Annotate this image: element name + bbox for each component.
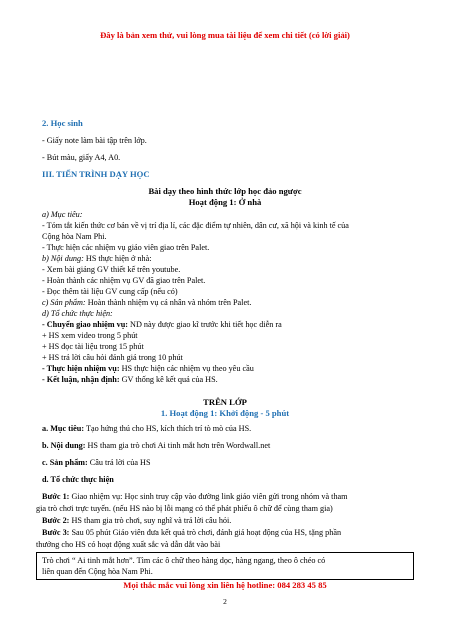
inclass-c-label: c. Sản phẩm: <box>42 458 88 467</box>
flipped-d-chuyen-label: - Chuyển giao nhiệm vụ: <box>42 320 128 329</box>
flipped-d-thuchien-text: HS thực hiện các nhiệm vụ theo yêu cầu <box>119 364 254 373</box>
inclass-a-text: Tạo hứng thú cho HS, kích thích trí tò mò của HS. <box>84 424 252 433</box>
flipped-a-line-3: - Thực hiện các nhiệm vụ giáo viên giao trên Palet. <box>42 243 210 252</box>
inclass-c-text: Câu trả lời của HS <box>87 458 151 467</box>
section-students-title: 2. Học sinh <box>42 118 83 128</box>
inclass-d-label: d. Tổ chức thực hiện <box>42 475 114 484</box>
flipped-d-thuchien-label: - Thực hiện nhiệm vụ: <box>42 364 120 373</box>
flipped-b-row <box>42 253 152 264</box>
warmup-activity-title: 1. Hoạt động 1: Khởi động - 5 phút <box>160 408 290 418</box>
step1-row <box>42 491 348 502</box>
flipped-b-label: b) Nội dung: <box>42 254 84 263</box>
flipped-d-line-1: + HS xem video trong 5 phút <box>42 331 138 340</box>
in-class-title: TRÊN LỚP <box>203 397 247 407</box>
flipped-d-chuyen-row <box>42 319 282 330</box>
flipped-b-text: HS thực hiện ở nhà: <box>83 254 152 263</box>
flipped-d-thuchien-row <box>42 363 254 374</box>
step3-line-2: thưởng cho HS có hoạt động xuất sắc và dẫn dắt vào bài <box>36 540 221 549</box>
step1-label: Bước 1: <box>42 492 70 501</box>
flipped-a-line-2: Cộng hòa Nam Phi. <box>42 232 107 241</box>
inclass-b-label: b. Nội dung: <box>42 441 86 450</box>
box-line-1: Trò chơi “ Ai tinh mắt hơn”. Tìm các ô chữ theo hàng dọc, hàng ngang, theo ô chéo có <box>42 556 326 565</box>
flipped-b-line-2: - Hoàn thành các nhiệm vụ GV đã giao trên Palet. <box>42 276 206 285</box>
step1-line-2: gia trò chơi trực tuyến. (nếu HS nào bị lỗi mạng có thể phát phiếu ô chữ để cùng tham gia) <box>36 504 333 513</box>
step3-row <box>42 527 341 538</box>
page-number: 2 <box>223 597 227 606</box>
box-line-2: liên quan đến Cộng hòa Nam Phi. <box>42 567 153 576</box>
flipped-b-line-1: - Xem bài giảng GV thiết kế trên youtube. <box>42 265 181 274</box>
inclass-a-label: a. Mục tiêu: <box>42 424 85 433</box>
flipped-d-line-2: + HS đọc tài liệu trong 15 phút <box>42 342 144 351</box>
activity-1-title: Hoạt động 1: Ở nhà <box>188 197 262 207</box>
flipped-a-line-1: - Tóm tắt kiến thức cơ bản về vị trí địa lí, các đặc điểm tự nhiên, dân cư, xã hội và kinh tế của <box>42 221 349 230</box>
flipped-d-line-3: + HS trả lời câu hỏi đánh giá trong 10 phút <box>42 353 183 362</box>
flipped-a-label: a) Mục tiêu: <box>42 210 83 219</box>
step1-line-1: Giao nhiệm vụ: Học sinh truy cập vào đường link giáo viên gửi trong nhóm và tham <box>69 492 348 501</box>
step2-text: HS tham gia trò chơi, suy nghĩ và trả lời câu hỏi. <box>69 516 232 525</box>
flipped-d-ketluan-row <box>42 374 218 385</box>
hotline-notice: Mọi thắc mắc vui lòng xin liên hệ hotline: 084 283 45 85 <box>123 580 327 590</box>
flipped-d-ketluan-label: - Kết luận, nhận định: <box>42 375 120 384</box>
flipped-c-text: Hoàn thành nhiệm vụ cá nhân và nhóm trên Palet. <box>85 298 252 307</box>
game-description-box <box>36 552 414 580</box>
inclass-a-row <box>42 423 251 434</box>
flipped-d-ketluan-text: GV thống kê kết quả của HS. <box>119 375 218 384</box>
inclass-c-row <box>42 457 151 468</box>
flipped-class-title: Bài dạy theo hình thức lớp học đảo ngược <box>148 186 302 196</box>
inclass-b-text: HS tham gia trò chơi Ai tinh mắt hơn trên Wordwall.net <box>85 441 271 450</box>
section-process-title: III. TIẾN TRÌNH DẠY HỌC <box>42 169 150 179</box>
student-item-1: - Giấy note làm bài tập trên lớp. <box>42 136 147 145</box>
flipped-d-chuyen-text: ND này được giao kĩ trước khi tiết học diễn ra <box>127 320 282 329</box>
flipped-b-line-3: - Đọc thêm tài liệu GV cung cấp (nếu có) <box>42 287 178 296</box>
step3-label: Bước 3: <box>42 528 70 537</box>
flipped-d-label: d) Tổ chức thực hiện: <box>42 309 113 318</box>
step2-row <box>42 515 231 526</box>
inclass-b-row <box>42 440 270 451</box>
step2-label: Bước 2: <box>42 516 70 525</box>
step3-line-1: Sau 05 phút Giáo viên đưa kết quả trò chơi, đánh giá hoạt động của HS, tặng phần <box>69 528 342 537</box>
student-item-2: - Bút màu, giấy A4, A0. <box>42 153 121 162</box>
preview-notice: Đây là bản xem thử, vui lòng mua tài liệu để xem chi tiết (có lời giải) <box>100 30 350 40</box>
flipped-c-row <box>42 297 251 308</box>
flipped-c-label: c) Sản phẩm: <box>42 298 86 307</box>
